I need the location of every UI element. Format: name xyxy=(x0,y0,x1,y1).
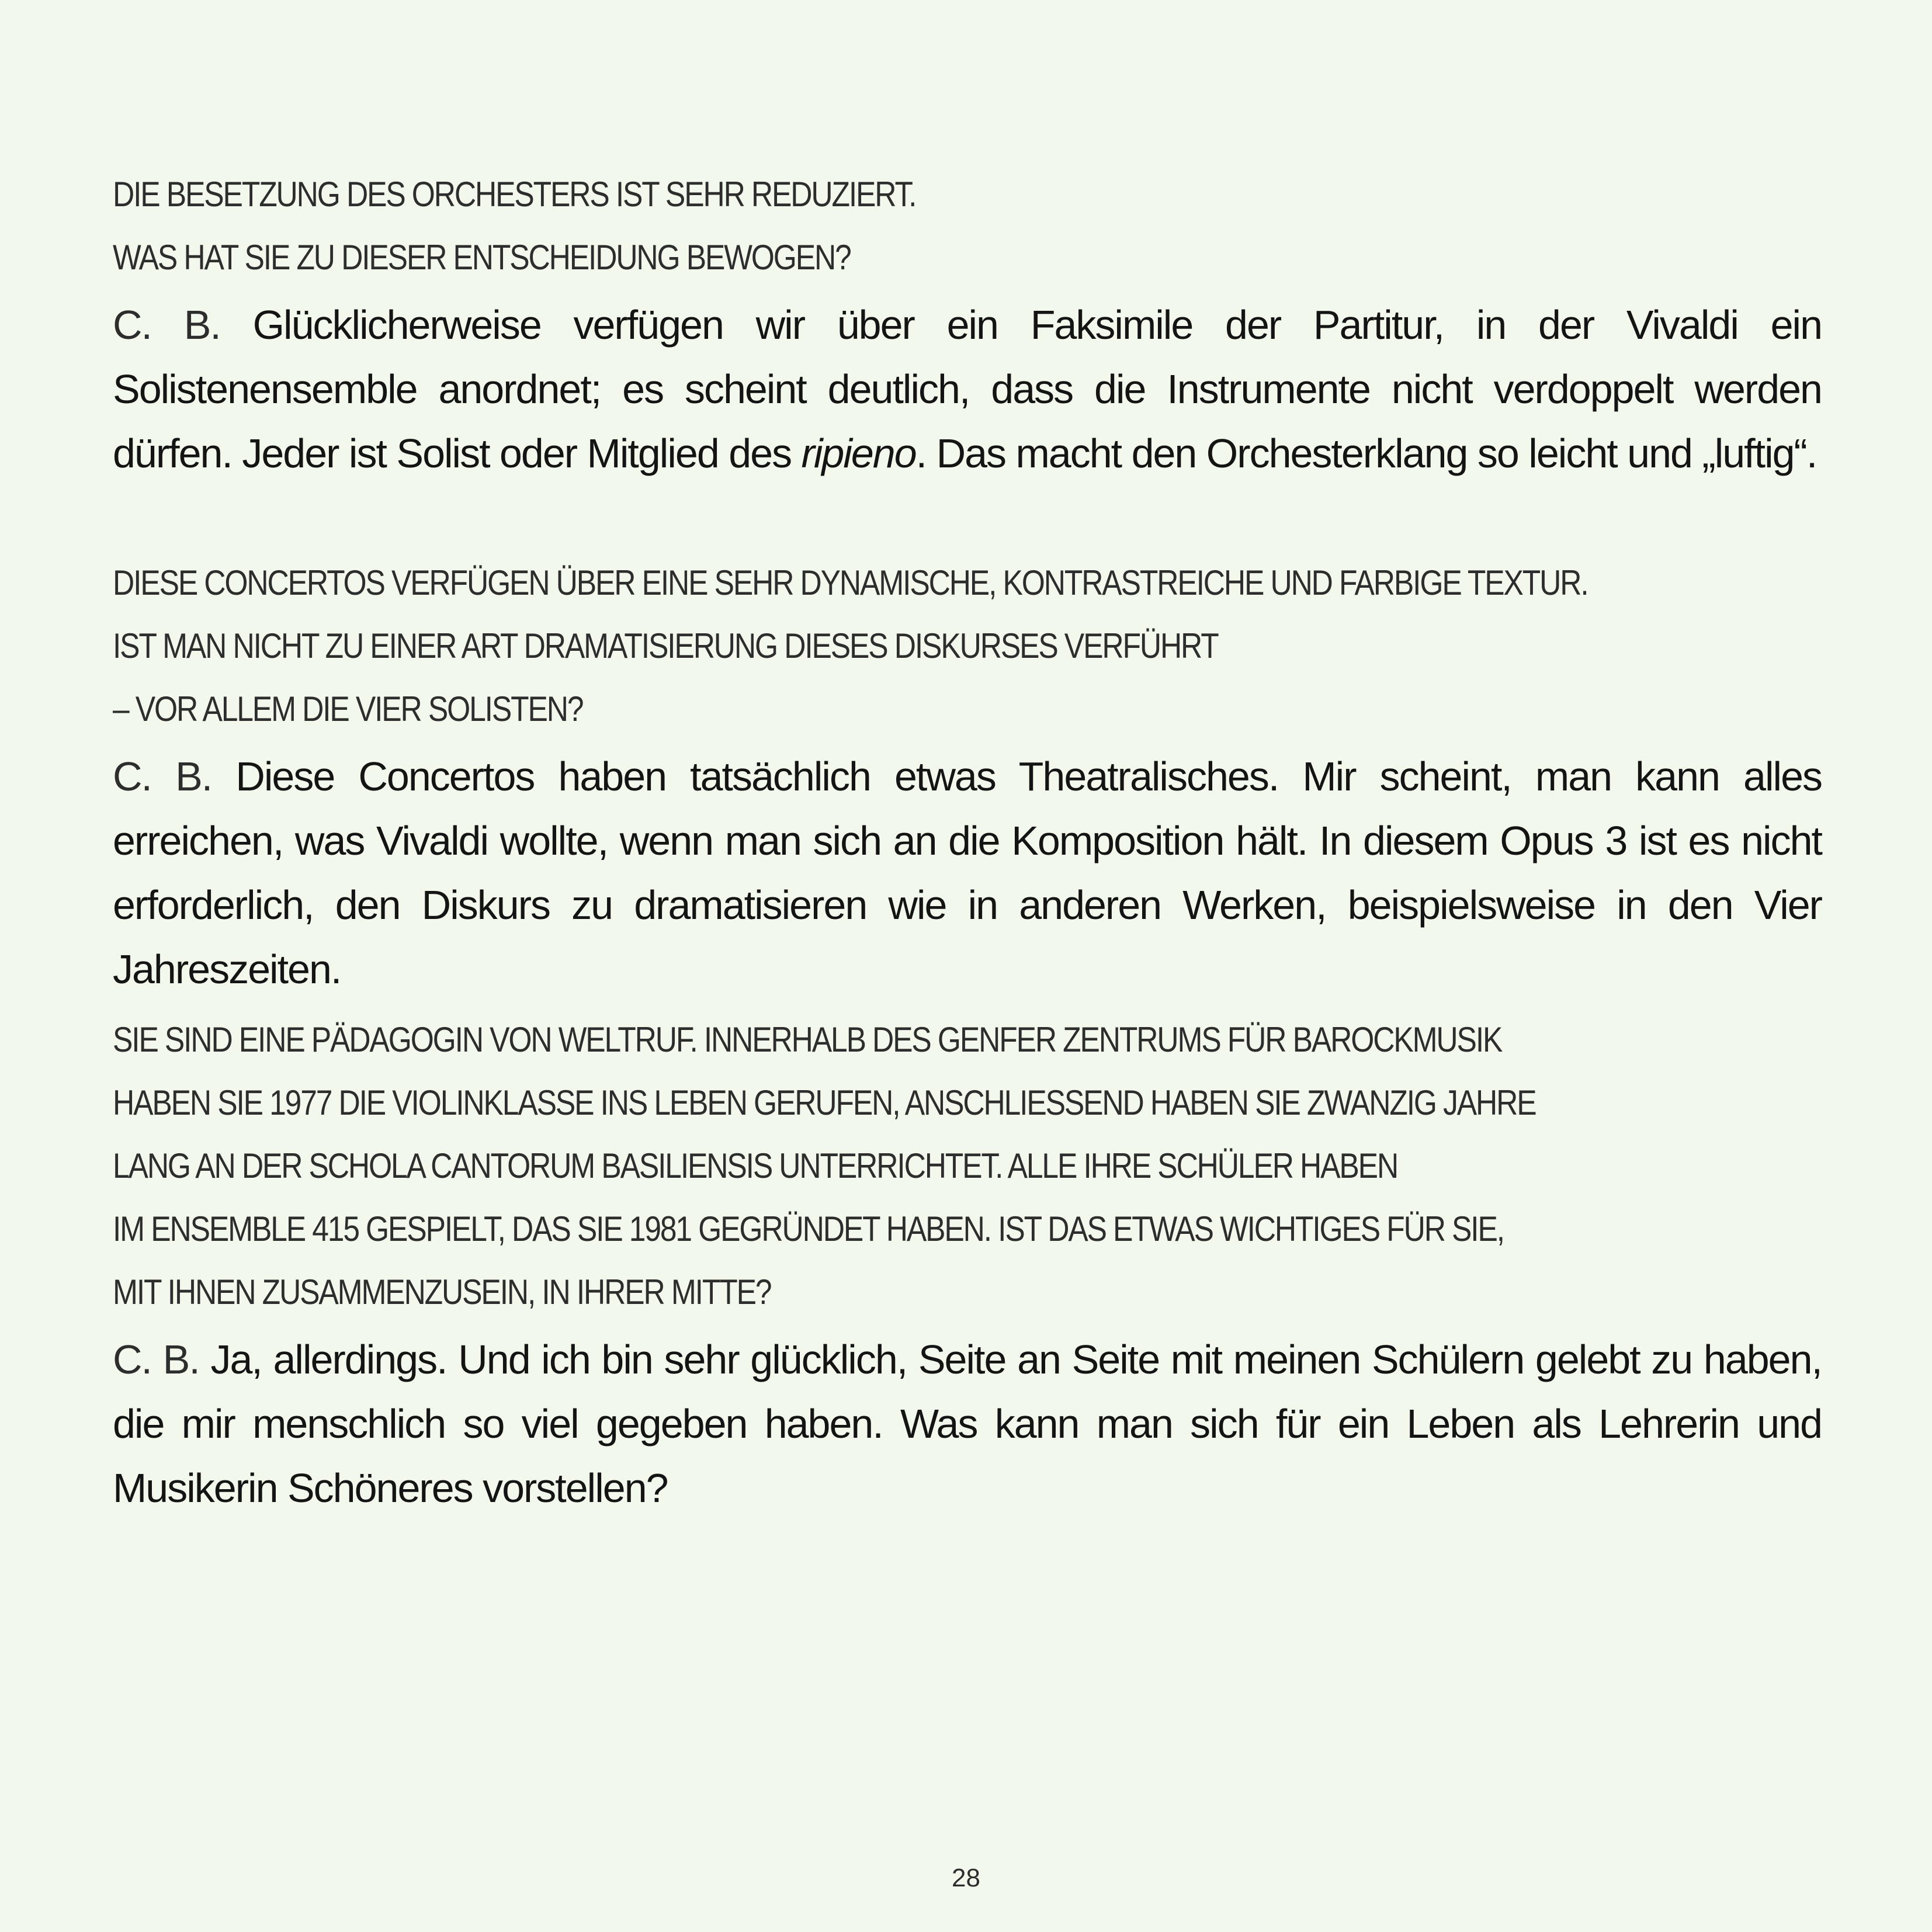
question-line: – VOR ALLEM DIE VIER SOLISTEN? xyxy=(113,689,583,729)
answer-paragraph xyxy=(113,1327,1822,1520)
question-line: SIE SIND EINE PÄDAGOGIN VON WELTRUF. INNERHALB DES GENFER ZENTRUMS FÜR BAROCKMUSIK xyxy=(113,1020,1502,1059)
question-line: WAS HAT SIE ZU DIESER ENTSCHEIDUNG BEWOGEN? xyxy=(113,238,851,277)
answer-text: Diese Concertos haben tatsächlich etwas Theatralisches. Mir scheint, man kann alles erreichen, was Vivaldi wollte, wenn man sich an die Komposition hält. In diesem Opus 3 ist es nicht erforderlich, den Diskurs zu dramatisieren wie in anderen Werken, beispielsweise in den Vier Jahreszeiten. xyxy=(113,754,1822,992)
question-block xyxy=(113,551,1822,741)
answer-italic-term: ripieno xyxy=(801,431,916,476)
question-line: DIE BESETZUNG DES ORCHESTERS IST SEHR REDUZIERT. xyxy=(113,175,916,214)
question-line: IM ENSEMBLE 415 GESPIELT, DAS SIE 1981 GEGRÜNDET HABEN. IST DAS ETWAS WICHTIGES FÜR SIE, xyxy=(113,1209,1504,1248)
answer-paragraph xyxy=(113,293,1822,485)
interview-section-1 xyxy=(113,163,1822,485)
answer-text: Ja, allerdings. Und ich bin sehr glücklich, Seite an Seite mit meinen Schülern gelebt zu haben, die mir menschlich so viel gegeben haben. Was kann man sich für ein Leben als Lehrerin und Musikerin Schöneres vorstellen? xyxy=(113,1337,1822,1511)
speaker-initials: C. B. xyxy=(113,1337,199,1382)
speaker-initials: C. B. xyxy=(113,302,220,348)
interview-section-3 xyxy=(113,1008,1822,1520)
page-number: 28 xyxy=(952,1864,980,1892)
answer-text: Glücklicherweise verfügen wir über ein Faksimile der Partitur, in der Vivaldi ein Solistenensemble anordnet; es scheint deutlich, dass die Instrumente nicht verdoppelt werden dürfen. Jeder ist Solist oder Mitglied des xyxy=(113,302,1822,476)
interview-section-2 xyxy=(113,551,1822,1001)
question-block xyxy=(113,163,1822,289)
question-line: IST MAN NICHT ZU EINER ART DRAMATISIERUNG DIESES DISKURSES VERFÜHRT xyxy=(113,626,1218,665)
question-line: MIT IHNEN ZUSAMMENZUSEIN, IN IHRER MITTE? xyxy=(113,1272,771,1312)
answer-paragraph xyxy=(113,744,1822,1001)
question-line: LANG AN DER SCHOLA CANTORUM BASILIENSIS UNTERRICHTET. ALLE IHRE SCHÜLER HABEN xyxy=(113,1146,1398,1185)
question-line: DIESE CONCERTOS VERFÜGEN ÜBER EINE SEHR DYNAMISCHE, KONTRASTREICHE UND FARBIGE TEXTUR. xyxy=(113,563,1588,602)
speaker-initials: C. B. xyxy=(113,754,212,799)
question-block xyxy=(113,1008,1822,1324)
question-line: HABEN SIE 1977 DIE VIOLINKLASSE INS LEBEN GERUFEN, ANSCHLIESSEND HABEN SIE ZWANZIG JAHRE xyxy=(113,1083,1536,1122)
answer-text: . Das macht den Orchesterklang so leicht und „luftig“. xyxy=(915,431,1817,476)
